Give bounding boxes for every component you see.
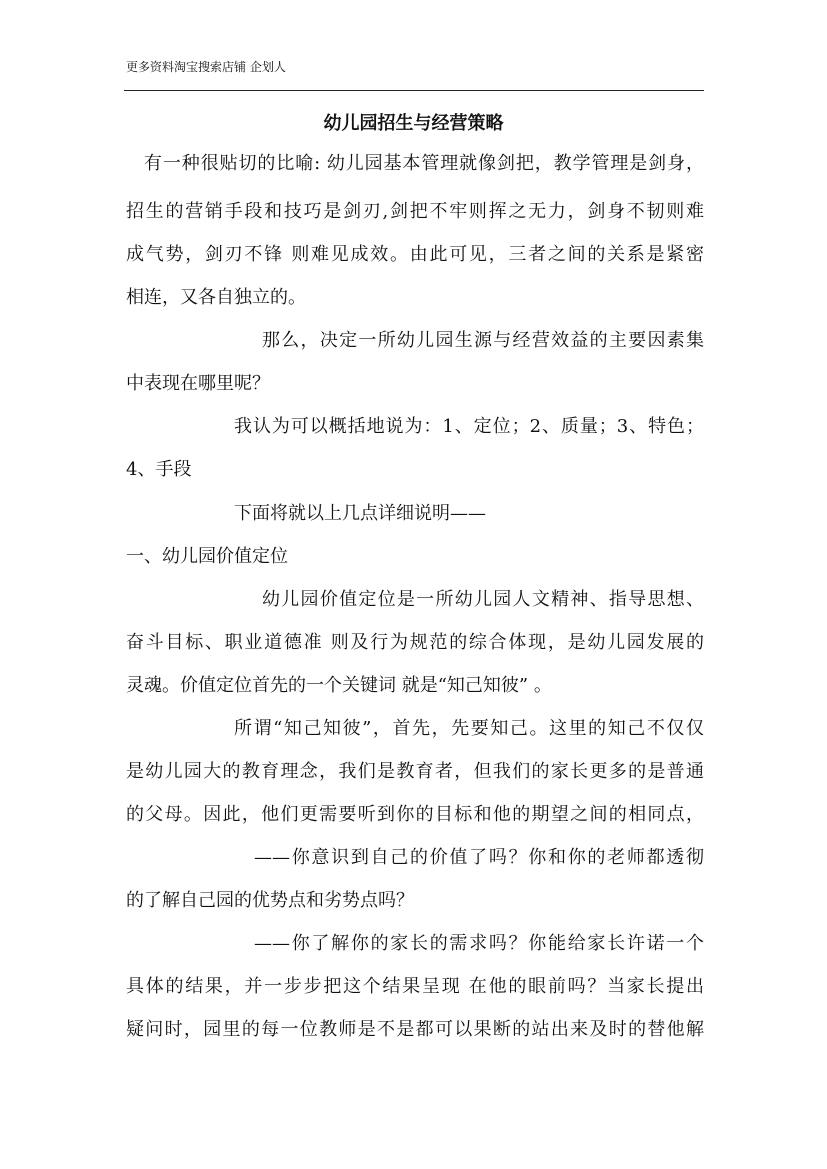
body-line: ——你意识到自己的价值了吗？你和你的老师都透彻 (254, 847, 704, 868)
body-line: 所谓“知己知彼”，首先，先要知己。这里的知己不仅仅 (234, 718, 704, 739)
section-heading: 一、幼儿园价值定位 (126, 546, 288, 567)
page-header: 更多资料淘宝搜索店铺 企划人 (126, 60, 286, 74)
body-line: 是幼儿园大的教育理念，我们是教育者，但我们的家长更多的是普通 (126, 761, 704, 782)
body-line: 具体的结果，并一步步把这个结果呈现 在他的眼前吗？当家长提出 (126, 976, 704, 997)
body-line: 相连，又各自独立的。 (126, 287, 306, 308)
body-line: 灵魂。价值定位首先的一个关键词 就是“知己知彼” 。 (126, 675, 552, 696)
body-line: 下面将就以上几点详细说明—— (234, 503, 486, 524)
body-line: 有一种很贴切的比喻: 幼儿园基本管理就像剑把，教学管理是剑身， (144, 153, 704, 174)
body-line: 招生的营销手段和技巧是剑刃,剑把不牢则挥之无力，剑身不韧则难 (126, 201, 704, 222)
body-line: 中表现在哪里呢？ (126, 373, 270, 394)
body-line: ——你了解你的家长的需求吗？你能给家长许诺一个 (254, 933, 704, 954)
body-line: 奋斗目标、职业道德准 则及行为规范的综合体现，是幼儿园发展的 (126, 632, 704, 653)
body-line: 疑问时，园里的每一位教师是不是都可以果断的站出来及时的替他解 (126, 1019, 704, 1040)
document-title: 幼儿园招生与经营策略 (323, 113, 504, 134)
header-divider (124, 90, 704, 91)
body-line: 那么，决定一所幼儿园生源与经营效益的主要因素集 (262, 330, 704, 351)
body-line: 成气势，剑刃不锋 则难见成效。由此可见，三者之间的关系是紧密 (126, 244, 704, 265)
body-line: 幼儿园价值定位是一所幼儿园人文精神、指导思想、 (262, 589, 704, 610)
body-line: 我认为可以概括地说为：1、定位；2、质量；3、特色； (234, 416, 704, 437)
body-line: 的父母。因此，他们更需要听到你的目标和他的期望之间的相同点， (126, 804, 704, 825)
body-line: 4、手段 (126, 459, 192, 480)
body-line: 的了解自己园的优势点和劣势点吗？ (126, 890, 414, 911)
